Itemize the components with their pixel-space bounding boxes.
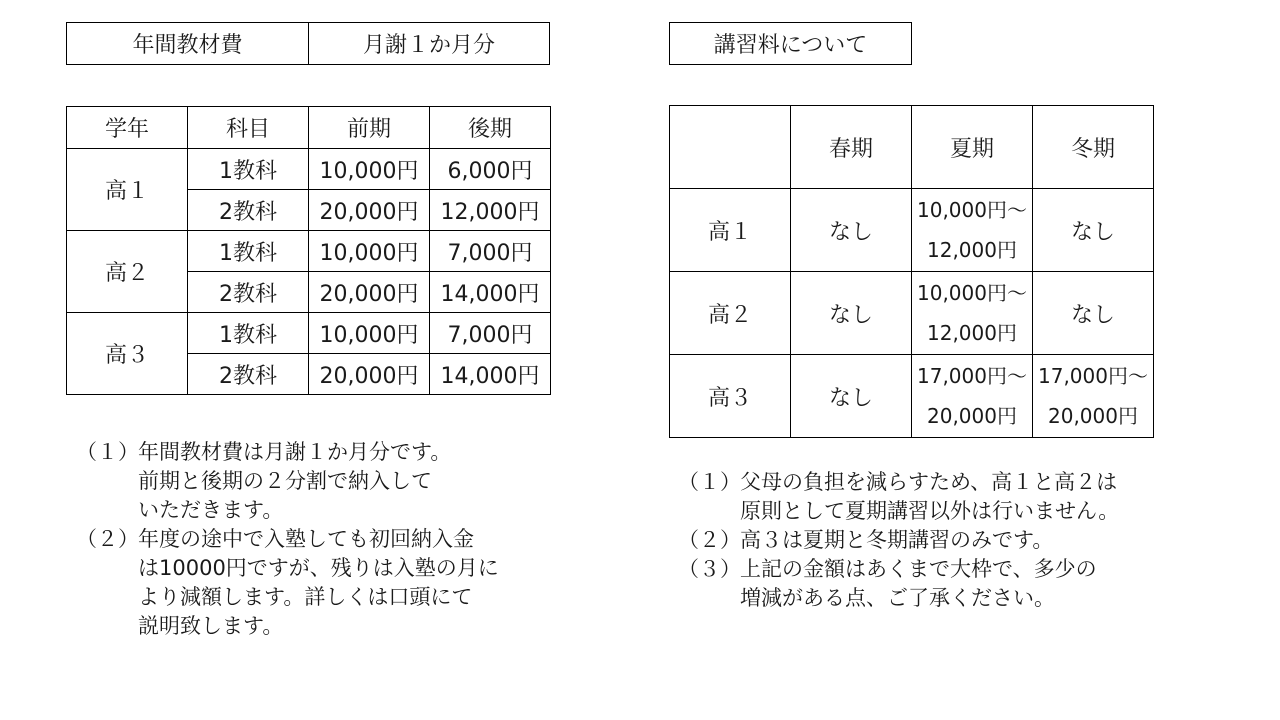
second-term-fee-cell: 14,000円: [430, 272, 551, 313]
subject-cell: 1教科: [188, 313, 309, 354]
spring-fee-cell: なし: [791, 355, 912, 438]
note-number: （２）: [76, 527, 139, 551]
winter-fee-cell: なし: [1033, 189, 1154, 272]
fee-range-start: 17,000円～: [917, 364, 1027, 388]
column-header-subject: 科目: [188, 107, 309, 149]
table-row: [67, 231, 551, 272]
grade-cell: 高１: [67, 149, 188, 231]
column-header-grade: 学年: [67, 107, 188, 149]
note-number: （３）: [678, 557, 741, 581]
list-item: [678, 555, 1119, 613]
spring-fee-cell: なし: [791, 189, 912, 272]
grade-cell: 高３: [670, 355, 791, 438]
note-number: （２）: [678, 528, 741, 552]
lesson-fee-table: [669, 105, 1154, 438]
spring-fee-cell: なし: [791, 272, 912, 355]
note-text: 年間教材費は月謝１か月分です。 前期と後期の２分割で納入して いただきます。: [138, 440, 452, 522]
fee-range-start: 10,000円～: [917, 281, 1027, 305]
second-term-fee-cell: 7,000円: [430, 231, 551, 272]
column-header-summer: 夏期: [912, 106, 1033, 189]
subject-cell: 1教科: [188, 149, 309, 190]
first-term-fee-cell: 10,000円: [309, 313, 430, 354]
table-row: [670, 189, 1154, 272]
fee-range-end: 12,000円: [927, 238, 1017, 262]
column-header-blank: [670, 106, 791, 189]
grade-cell: 高３: [67, 313, 188, 395]
materials-fee-value: 月謝１か月分: [308, 22, 550, 65]
first-term-fee-cell: 10,000円: [309, 149, 430, 190]
grade-cell: 高２: [67, 231, 188, 313]
second-term-fee-cell: 6,000円: [430, 149, 551, 190]
second-term-fee-cell: 12,000円: [430, 190, 551, 231]
column-header-winter: 冬期: [1033, 106, 1154, 189]
column-header-spring: 春期: [791, 106, 912, 189]
subject-cell: 2教科: [188, 272, 309, 313]
subject-cell: 2教科: [188, 190, 309, 231]
winter-fee-cell: なし: [1033, 272, 1154, 355]
grade-cell: 高１: [670, 189, 791, 272]
materials-fee-table: [66, 106, 551, 395]
first-term-fee-cell: 20,000円: [309, 272, 430, 313]
table-row: [670, 355, 1154, 438]
column-header-second-term: 後期: [430, 107, 551, 149]
materials-fee-notes: [76, 438, 499, 641]
table-row: [67, 313, 551, 354]
winter-fee-cell: [1033, 355, 1154, 438]
fee-range-end: 20,000円: [1048, 404, 1138, 428]
table-row: [670, 272, 1154, 355]
fee-range-start: 17,000円～: [1038, 364, 1148, 388]
fee-range-end: 20,000円: [927, 404, 1017, 428]
lesson-fee-notes: [678, 468, 1119, 613]
grade-cell: 高２: [670, 272, 791, 355]
list-item: [76, 438, 499, 525]
list-item: [76, 525, 499, 641]
list-item: [678, 526, 1119, 555]
lesson-fee-title: 講習料について: [669, 22, 912, 65]
table-header-row: [670, 106, 1154, 189]
summer-fee-cell: [912, 355, 1033, 438]
note-text: 父母の負担を減らすため、高１と高２は 原則として夏期講習以外は行いません。: [740, 470, 1120, 523]
subject-cell: 2教科: [188, 354, 309, 395]
table-row: [67, 149, 551, 190]
summer-fee-cell: [912, 189, 1033, 272]
table-header-row: [67, 107, 551, 149]
note-text: 高３は夏期と冬期講習のみです。: [740, 528, 1054, 552]
first-term-fee-cell: 20,000円: [309, 190, 430, 231]
materials-fee-title: 年間教材費: [66, 22, 309, 65]
fee-range-start: 10,000円～: [917, 198, 1027, 222]
note-number: （１）: [678, 470, 741, 494]
subject-cell: 1教科: [188, 231, 309, 272]
note-text: 年度の途中で入塾しても初回納入金 は10000円ですが、残りは入塾の月に より減額します。詳しくは口頭にて 説明致します。: [138, 527, 499, 638]
column-header-first-term: 前期: [309, 107, 430, 149]
fee-range-end: 12,000円: [927, 321, 1017, 345]
note-text: 上記の金額はあくまで大枠で、多少の 増減がある点、ご了承ください。: [740, 557, 1097, 610]
summer-fee-cell: [912, 272, 1033, 355]
note-number: （１）: [76, 440, 139, 464]
second-term-fee-cell: 14,000円: [430, 354, 551, 395]
second-term-fee-cell: 7,000円: [430, 313, 551, 354]
first-term-fee-cell: 20,000円: [309, 354, 430, 395]
first-term-fee-cell: 10,000円: [309, 231, 430, 272]
list-item: [678, 468, 1119, 526]
